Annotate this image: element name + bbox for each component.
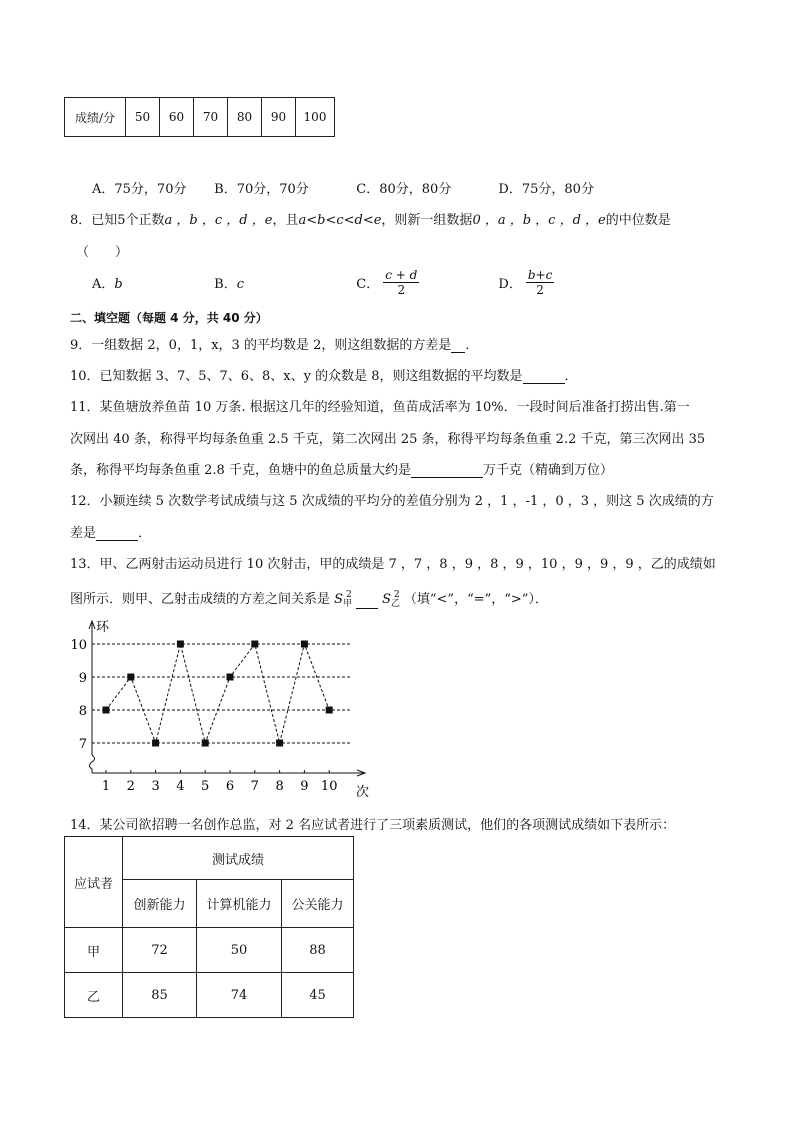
q8-options bbox=[92, 268, 554, 297]
x-tick-label: 5 bbox=[201, 779, 210, 794]
x-tick-label: 1 bbox=[101, 779, 111, 794]
q12-line1: 12．小颖连续 5 次数学考试成绩与这 5 次成绩的平均分的差值分别为 2 ，1 ，-1 ，0 ，3 ，则这 5 次成绩的方 bbox=[70, 494, 714, 509]
fraction: $\frac{c + d}{2}$ bbox=[385, 268, 418, 297]
q12-line2: 差是 ． bbox=[70, 526, 152, 541]
table-header-cell: 创新能力 bbox=[123, 880, 197, 928]
table-row bbox=[65, 98, 335, 137]
q14: 14．某公司欲招聘一名创作总监，对 2 名应试者进行了三项素质测试，他们的各项测试成绩如下表所示： bbox=[70, 818, 676, 833]
table-header-cell: 公关能力 bbox=[282, 880, 354, 928]
table-cell: 45 bbox=[282, 973, 354, 1018]
table-cell: 72 bbox=[123, 928, 197, 973]
table-cell: 88 bbox=[282, 928, 354, 973]
x-tick-label: 7 bbox=[250, 779, 259, 794]
table-cell: 100 bbox=[296, 98, 335, 137]
table-cell: 甲 bbox=[65, 928, 123, 973]
data-point bbox=[152, 740, 159, 747]
table-cell: 70 bbox=[194, 98, 228, 137]
x-axis-label: 次 bbox=[356, 785, 370, 800]
q11-line2: 次网出 40 条，称得平均每条鱼重 2.5 千克，第二次网出 25 条，称得平均每条鱼重 2.2 千克，第三次网出 35 bbox=[70, 432, 706, 447]
table-cell: 50 bbox=[126, 98, 160, 137]
table-cell: 74 bbox=[197, 973, 282, 1018]
x-tick-label: 8 bbox=[275, 779, 284, 794]
option-a: A．b bbox=[92, 277, 123, 292]
fraction: $\frac{b+c}{2}$ bbox=[527, 268, 553, 297]
data-point bbox=[301, 641, 308, 648]
y-tick-label: 7 bbox=[78, 737, 87, 752]
option-b: B．70分，70分 bbox=[214, 182, 309, 197]
table-cell: 90 bbox=[262, 98, 296, 137]
x-tick-label: 4 bbox=[176, 779, 185, 794]
section-heading: 二、填空题（每题 4 分，共 40 分） bbox=[70, 311, 268, 325]
option-d: D． $\frac{b+c}{2}$ bbox=[498, 268, 553, 297]
data-point bbox=[276, 740, 283, 747]
x-tick-label: 9 bbox=[300, 779, 309, 794]
x-tick-label: 2 bbox=[126, 779, 135, 794]
y-tick-label: 9 bbox=[78, 671, 87, 686]
q10: 10．已知数据 3、7、5、7、6、8、x、y 的众数是 8，则这组数据的平均数是 ． bbox=[70, 369, 578, 384]
x-tick-label: 10 bbox=[320, 779, 338, 794]
option-c: C．80分，80分 bbox=[356, 182, 452, 197]
data-point bbox=[227, 674, 234, 681]
q8-paren: （ ） bbox=[76, 245, 129, 260]
option-b: B．c bbox=[214, 277, 244, 292]
y-axis-label: 环 bbox=[96, 620, 110, 635]
data-point bbox=[326, 707, 333, 714]
y-tick-label: 10 bbox=[70, 638, 87, 653]
q8-stem: 8．已知5个正数a ，b ，c ，d ，e，且a<b<c<d<e，则新一组数据0 ，a ，b ，c ，d ，e的中位数是 bbox=[70, 213, 671, 228]
axis-break bbox=[90, 755, 95, 773]
data-point bbox=[177, 641, 184, 648]
table-cell: 80 bbox=[228, 98, 262, 137]
option-c: C． $\frac{c + d}{2}$ bbox=[356, 268, 418, 297]
table-cell: 乙 bbox=[65, 973, 123, 1018]
q7-options bbox=[92, 178, 594, 197]
x-tick-label: 3 bbox=[151, 779, 160, 794]
option-d: D．75分，80分 bbox=[498, 182, 594, 197]
q11-line3: 条，称得平均每条鱼重 2.8 千克，鱼塘中的鱼总质量大约是 万千克（精确到万位） bbox=[70, 463, 613, 478]
data-point bbox=[202, 740, 209, 747]
shooting-scores-chart bbox=[60, 615, 380, 805]
table-header-cell: 成绩/分 bbox=[65, 98, 126, 137]
table-header-cell: 测试成绩 bbox=[123, 837, 354, 880]
table-cell: 85 bbox=[123, 973, 197, 1018]
table-cell: 60 bbox=[160, 98, 194, 137]
option-a: A．75分，70分 bbox=[92, 182, 187, 197]
q9: 9．一组数据 2，0，1，x，3 的平均数是 2，则这组数据的方差是 ． bbox=[70, 338, 479, 353]
data-point bbox=[103, 707, 110, 714]
score-table bbox=[64, 97, 335, 137]
applicant-score-table bbox=[64, 836, 354, 1018]
y-tick-label: 8 bbox=[78, 704, 87, 719]
data-point bbox=[127, 674, 134, 681]
x-tick-label: 6 bbox=[225, 779, 235, 794]
table-row bbox=[65, 837, 354, 880]
table-cell: 50 bbox=[197, 928, 282, 973]
table-row bbox=[65, 973, 354, 1018]
data-point bbox=[251, 641, 258, 648]
table-header-cell: 计算机能力 bbox=[197, 880, 282, 928]
table-header-cell: 应试者 bbox=[65, 837, 123, 928]
q13-line2: 图所示．则甲、乙射击成绩的方差之间关系是 $S_甲^2$ $S_乙^2$ （填“<”，“=”，“>”）． bbox=[70, 590, 548, 609]
q11-line1: 11．某鱼塘放养鱼苗 10 万条. 根据这几年的经验知道，鱼苗成活率为 10%．一段时间后准备打捞出售.第一 bbox=[70, 400, 690, 415]
series-line bbox=[106, 644, 329, 743]
table-row bbox=[65, 928, 354, 973]
q13-line1: 13．甲、乙两射击运动员进行 10 次射击，甲的成绩是 7 ，7 ，8 ，9 ，8 ，9 ，10 ，9 ，9 ，9 ，乙的成绩如 bbox=[70, 557, 716, 572]
